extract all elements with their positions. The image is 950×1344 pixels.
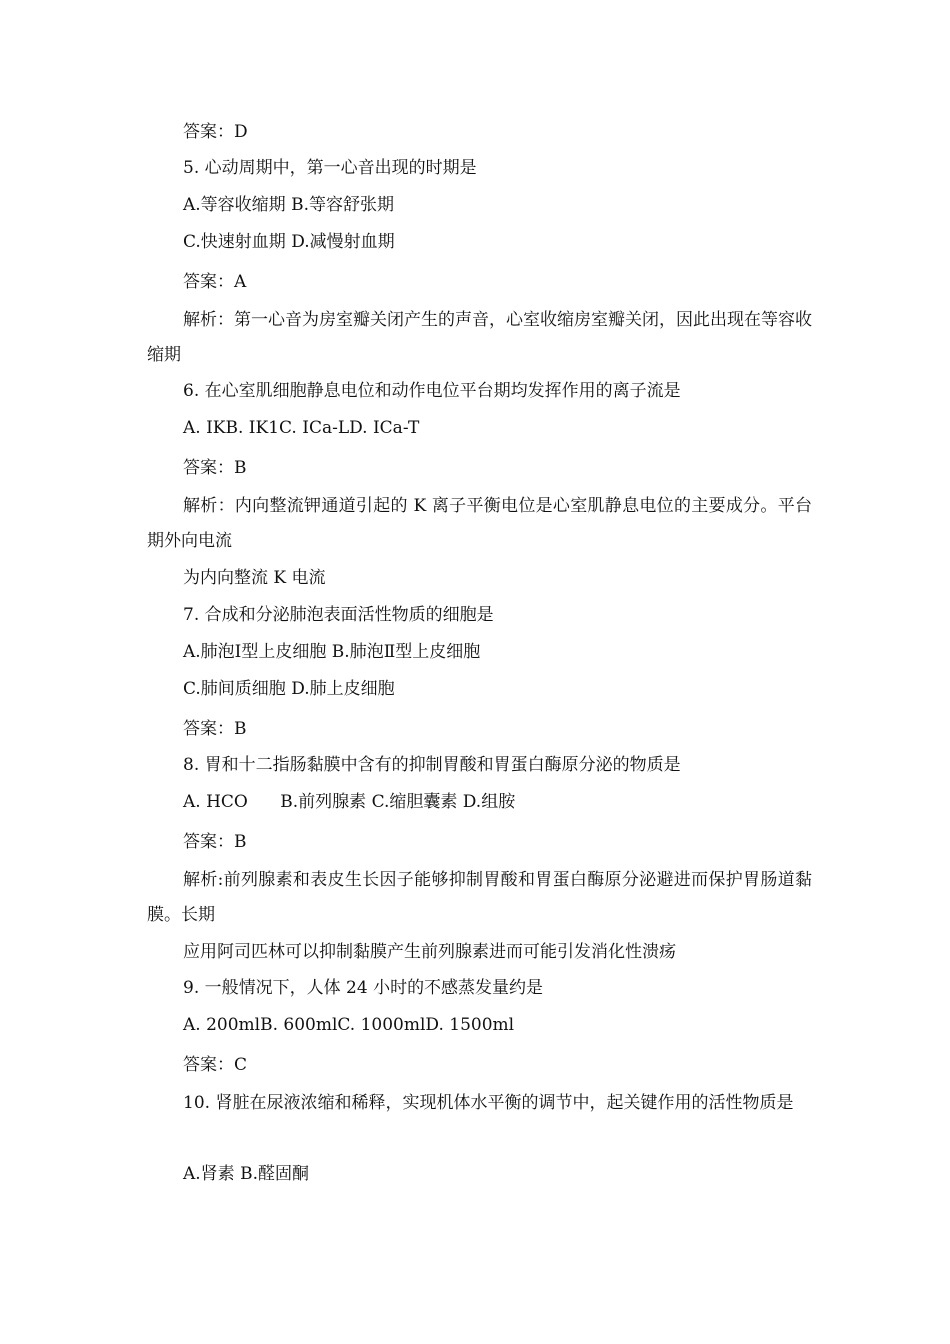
answer-q9: 答案：C xyxy=(183,1055,248,1075)
explanation-q6-continued: 为内向整流 K 电流 xyxy=(183,568,326,588)
question-8: 8. 胃和十二指肠黏膜中含有的抑制胃酸和胃蛋白酶原分泌的物质是 xyxy=(183,755,681,775)
explanation-q8-continued: 应用阿司匹林可以抑制黏膜产生前列腺素进而可能引发消化性溃疡 xyxy=(183,942,676,962)
answer-q7: 答案：B xyxy=(183,719,247,739)
question-10: 10. 肾脏在尿液浓缩和稀释，实现机体水平衡的调节中，起关键作用的活性物质是 xyxy=(183,1093,794,1113)
q9-options: A. 200mlB. 600mlC. 1000mlD. 1500ml xyxy=(183,1015,515,1035)
question-5: 5. 心动周期中，第一心音出现的时期是 xyxy=(183,158,477,178)
q5-options-ab: A.等容收缩期 B.等容舒张期 xyxy=(183,195,394,215)
question-9: 9. 一般情况下，人体 24 小时的不感蒸发量约是 xyxy=(183,978,544,998)
q7-options-cd: C.肺间质细胞 D.肺上皮细胞 xyxy=(183,679,395,699)
answer-q4: 答案：D xyxy=(183,122,248,142)
q6-options: A. IKB. IK1C. ICa-LD. ICa-T xyxy=(183,418,420,438)
q10-options: A.肾素 B.醛固酮 xyxy=(183,1164,309,1184)
explanation-q5: 解析：第一心音为房室瓣关闭产生的声音，心室收缩房室瓣关闭，因此出现在等容收缩期 xyxy=(147,310,812,365)
question-7: 7. 合成和分泌肺泡表面活性物质的细胞是 xyxy=(183,605,494,625)
question-6: 6. 在心室肌细胞静息电位和动作电位平台期均发挥作用的离子流是 xyxy=(183,381,681,401)
explanation-q6: 解析：内向整流钾通道引起的 K 离子平衡电位是心室肌静息电位的主要成分。平台期外向电流 xyxy=(147,496,812,551)
explanation-q8: 解析:前列腺素和表皮生长因子能够抑制胃酸和胃蛋白酶原分泌避进而保护胃肠道黏膜。长期 xyxy=(147,870,812,925)
answer-q6: 答案：B xyxy=(183,458,247,478)
answer-q8: 答案：B xyxy=(183,832,247,852)
q5-options-cd: C.快速射血期 D.减慢射血期 xyxy=(183,232,395,252)
q7-options-ab: A.肺泡Ⅰ型上皮细胞 B.肺泡Ⅱ型上皮细胞 xyxy=(183,642,481,662)
q8-options: A. HCO B.前列腺素 C.缩胆囊素 D.组胺 xyxy=(183,792,516,812)
answer-q5: 答案：A xyxy=(183,272,247,292)
